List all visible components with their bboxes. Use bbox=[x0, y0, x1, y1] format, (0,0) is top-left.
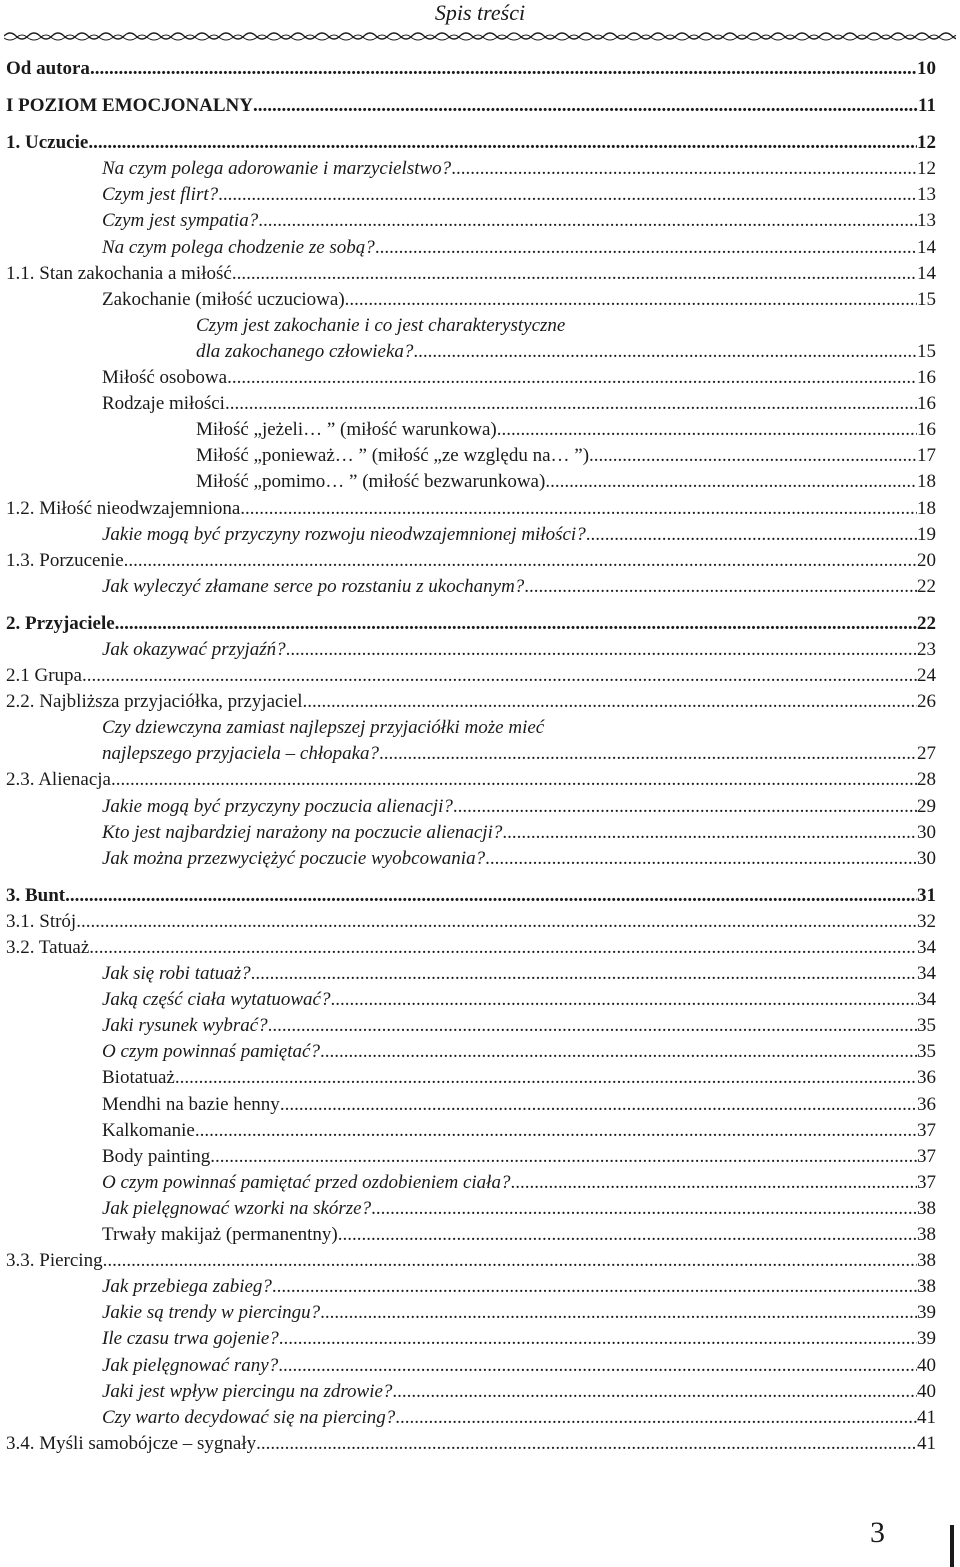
toc-entry bbox=[6, 182, 936, 208]
toc-entry bbox=[6, 365, 936, 391]
toc-entry-page: 22 bbox=[917, 575, 936, 597]
toc-dot-leader bbox=[330, 987, 917, 1013]
toc-entry-label: 3. Bunt bbox=[6, 884, 66, 906]
toc-entry-label: Czy warto decydować się na piercing? bbox=[102, 1406, 396, 1428]
toc-dot-leader bbox=[502, 820, 917, 846]
toc-entry bbox=[6, 443, 936, 469]
toc-entry-page: 23 bbox=[917, 638, 936, 660]
toc-entry bbox=[6, 1300, 936, 1326]
toc-entry-label: Na czym polega adorowanie i marzycielstwo? bbox=[102, 158, 452, 180]
toc-dot-leader bbox=[251, 961, 917, 987]
toc-entry bbox=[6, 261, 936, 287]
toc-entry-page: 30 bbox=[917, 821, 936, 843]
toc-entry-page: 38 bbox=[917, 1197, 936, 1219]
toc-entry-label: 3.4. Myśli samobójcze – sygnały bbox=[6, 1432, 257, 1454]
toc-entry bbox=[6, 235, 936, 261]
toc-entry bbox=[6, 548, 936, 574]
toc-entry bbox=[6, 287, 936, 313]
toc-entry-page: 22 bbox=[917, 612, 936, 634]
toc-dot-leader bbox=[320, 1300, 917, 1326]
toc-dot-leader bbox=[218, 182, 917, 208]
toc-entry-label: 2. Przyjaciele bbox=[6, 612, 115, 634]
toc-entry-page: 12 bbox=[917, 132, 936, 154]
toc-entry bbox=[6, 611, 936, 637]
toc-entry-page: 18 bbox=[917, 497, 936, 519]
toc-entry bbox=[6, 1013, 936, 1039]
toc-entry bbox=[6, 1065, 936, 1091]
toc-entry bbox=[6, 1274, 936, 1300]
toc-entry-label: Trwały makijaż (permanentny) bbox=[102, 1224, 338, 1246]
toc-entry-label: Jak wyleczyć złamane serce po rozstaniu z ukochanym? bbox=[102, 575, 525, 597]
toc-entry bbox=[6, 313, 936, 339]
toc-entry-label: 3.3. Piercing bbox=[6, 1250, 103, 1272]
toc-entry-page: 34 bbox=[917, 937, 936, 958]
toc-dot-leader bbox=[279, 1326, 917, 1352]
toc-entry bbox=[6, 1196, 936, 1222]
toc-entry-label: Miłość „jeżeli… ” (miłość warunkowa) bbox=[196, 419, 497, 441]
toc-entry bbox=[6, 715, 936, 741]
toc-entry bbox=[6, 1379, 936, 1405]
toc-entry bbox=[6, 208, 936, 234]
toc-entry-page: 35 bbox=[917, 1015, 936, 1037]
toc-dot-leader bbox=[510, 1170, 917, 1196]
toc-entry bbox=[6, 1039, 936, 1065]
toc-entry-label: Na czym polega chodzenie ze sobą? bbox=[102, 236, 375, 258]
toc-dot-leader bbox=[286, 637, 917, 663]
toc-entry-page: 36 bbox=[917, 1067, 936, 1089]
toc-dot-leader bbox=[586, 522, 917, 548]
toc-entry-label: Czy dziewczyna zamiast najlepszej przyjaciółki może mieć bbox=[102, 717, 545, 739]
toc-dot-leader bbox=[111, 767, 917, 793]
toc-dot-leader bbox=[88, 130, 917, 156]
toc-dot-leader bbox=[589, 443, 917, 469]
toc-entry bbox=[6, 156, 936, 182]
toc-entry bbox=[6, 1118, 936, 1144]
toc-dot-leader bbox=[413, 339, 917, 365]
toc-dot-leader bbox=[453, 794, 917, 820]
toc-dot-leader bbox=[395, 1405, 917, 1431]
toc-entry-label: najlepszego przyjaciela – chłopaka? bbox=[102, 743, 380, 765]
toc-entry-page: 15 bbox=[917, 288, 936, 310]
toc-entry bbox=[6, 496, 936, 522]
toc-entry bbox=[6, 1248, 936, 1274]
toc-entry-label: dla zakochanego człowieka? bbox=[196, 340, 414, 362]
toc-entry-label: 1. Uczucie bbox=[6, 132, 89, 154]
toc-entry-label: Czym jest zakochanie i co jest charakterystyczne bbox=[196, 314, 566, 336]
toc-entry-page: 39 bbox=[917, 1328, 936, 1350]
toc-entry-page: 35 bbox=[917, 1041, 936, 1063]
wavy-rule-ornament bbox=[4, 28, 956, 44]
toc-dot-leader bbox=[227, 365, 917, 391]
toc-entry bbox=[6, 767, 936, 793]
toc-entry-page: 32 bbox=[917, 910, 936, 932]
toc-entry-label: 3.2. Tatuaż bbox=[6, 937, 90, 958]
toc-entry-page: 36 bbox=[917, 1093, 936, 1115]
toc-dot-leader bbox=[272, 1274, 917, 1300]
toc-dot-leader bbox=[545, 469, 917, 495]
toc-entry-page: 34 bbox=[917, 989, 936, 1011]
toc-entry bbox=[6, 417, 936, 443]
toc-entry-label: Rodzaje miłości bbox=[102, 393, 225, 415]
toc-entry bbox=[6, 469, 936, 495]
toc-entry-label: Czym jest sympatia? bbox=[102, 210, 259, 232]
toc-entry bbox=[6, 741, 936, 767]
toc-entry-page: 16 bbox=[917, 419, 936, 441]
page-title: Spis treści bbox=[434, 0, 526, 25]
toc-entry-label: 1.1. Stan zakochania a miłość bbox=[6, 262, 232, 284]
toc-entry bbox=[6, 1353, 936, 1379]
toc-entry-page: 28 bbox=[917, 769, 936, 791]
toc-entry-label: Od autora bbox=[6, 58, 90, 79]
toc-dot-leader bbox=[256, 1431, 917, 1457]
toc-dot-leader bbox=[497, 417, 917, 443]
toc-entry bbox=[6, 820, 936, 846]
toc-entry bbox=[6, 846, 936, 872]
toc-dot-leader bbox=[524, 574, 917, 600]
toc-dot-leader bbox=[90, 56, 917, 82]
toc-entry-page: 29 bbox=[917, 795, 936, 817]
toc-entry-page: 40 bbox=[917, 1354, 936, 1376]
toc-entry-page: 16 bbox=[917, 367, 936, 389]
toc-entry bbox=[6, 961, 936, 987]
toc-entry-label: Jaką część ciała wytatuować? bbox=[102, 989, 331, 1011]
toc-dot-leader bbox=[115, 611, 917, 637]
toc-entry-page: 38 bbox=[917, 1250, 936, 1272]
toc-dot-leader bbox=[338, 1222, 917, 1248]
toc-entry-label: Jakie mogą być przyczyny rozwoju nieodwzajemnionej miłości? bbox=[102, 523, 586, 545]
toc-dot-leader bbox=[345, 287, 917, 313]
toc-entry bbox=[6, 1405, 936, 1431]
toc-entry bbox=[6, 1092, 936, 1118]
toc-entry-page: 34 bbox=[917, 963, 936, 985]
toc-dot-leader bbox=[280, 1092, 917, 1118]
toc-entry-page: 41 bbox=[917, 1432, 936, 1454]
toc-dot-leader bbox=[175, 1065, 917, 1091]
toc-dot-leader bbox=[371, 1196, 917, 1222]
toc-dot-leader bbox=[82, 663, 917, 689]
toc-entry-label: Jaki jest wpływ piercingu na zdrowie? bbox=[102, 1380, 393, 1402]
toc-dot-leader bbox=[302, 689, 917, 715]
toc-dot-leader bbox=[268, 1013, 917, 1039]
toc-dot-leader bbox=[379, 741, 917, 767]
toc-entry-label: Kalkomanie bbox=[102, 1119, 195, 1141]
toc-dot-leader bbox=[258, 208, 917, 234]
toc-entry bbox=[6, 1144, 936, 1170]
toc-entry-label: Biotatuaż bbox=[102, 1067, 175, 1089]
toc-entry-label: Body painting bbox=[102, 1145, 211, 1167]
toc-entry-label: Jak można przezwyciężyć poczucie wyobcowania? bbox=[102, 847, 486, 869]
toc-dot-leader bbox=[210, 1144, 917, 1170]
toc-entry-label: Jakie mogą być przyczyny poczucia alienacji? bbox=[102, 795, 453, 817]
toc-entry-page: 41 bbox=[917, 1406, 936, 1428]
toc-entry bbox=[6, 391, 936, 417]
toc-dot-leader bbox=[240, 496, 917, 522]
toc-entry-label: 1.2. Miłość nieodwzajemniona bbox=[6, 497, 241, 519]
toc-entry bbox=[6, 1222, 936, 1248]
toc-entry bbox=[6, 1170, 936, 1196]
toc-entry-page: 38 bbox=[917, 1276, 936, 1298]
toc-entry-label: Jak przebiega zabieg? bbox=[102, 1276, 272, 1298]
toc-entry-label: Jakie są trendy w piercingu? bbox=[102, 1302, 321, 1324]
toc-entry bbox=[6, 1431, 936, 1457]
toc-entry bbox=[6, 1326, 936, 1352]
toc-entry-label: O czym powinnaś pamiętać przed ozdobieniem ciała? bbox=[102, 1171, 511, 1193]
toc-dot-leader bbox=[124, 548, 917, 574]
toc-entry-page: 13 bbox=[917, 210, 936, 232]
toc-entry-page: 18 bbox=[917, 471, 936, 493]
toc-dot-leader bbox=[392, 1379, 917, 1405]
toc-entry bbox=[6, 522, 936, 548]
toc-entry-page: 11 bbox=[918, 95, 936, 117]
toc-dot-leader bbox=[232, 261, 917, 287]
toc-entry bbox=[6, 637, 936, 663]
toc-entry bbox=[6, 56, 936, 82]
toc-entry-page: 31 bbox=[917, 884, 936, 906]
toc-entry bbox=[6, 663, 936, 689]
toc-entry-label: Jak pielęgnować wzorki na skórze? bbox=[102, 1197, 372, 1219]
toc-entry bbox=[6, 935, 936, 961]
toc-entry-label: Miłość „ponieważ… ” (miłość „ze względu na… ”) bbox=[196, 445, 590, 467]
toc-dot-leader bbox=[89, 935, 917, 961]
toc-dot-leader bbox=[375, 235, 917, 261]
toc-entry-label: 3.1. Strój bbox=[6, 910, 77, 932]
toc-entry-label: Jak okazywać przyjaźń? bbox=[102, 638, 286, 660]
toc-dot-leader bbox=[451, 156, 917, 182]
page-edge-rule bbox=[950, 1525, 954, 1567]
toc-entry bbox=[6, 339, 936, 365]
toc-entry-label: O czym powinnaś pamiętać? bbox=[102, 1041, 320, 1063]
page-number: 3 bbox=[870, 1516, 885, 1549]
toc-dot-leader bbox=[76, 909, 917, 935]
toc-entry-label: Jaki rysunek wybrać? bbox=[102, 1015, 268, 1037]
toc-entry-page: 37 bbox=[917, 1145, 936, 1167]
toc-dot-leader bbox=[485, 846, 917, 872]
toc-entry-label: I POZIOM EMOCJONALNY bbox=[6, 95, 253, 117]
toc-entry bbox=[6, 794, 936, 820]
toc-entry-label: Czym jest flirt? bbox=[102, 184, 219, 206]
toc-entry-page: 38 bbox=[917, 1224, 936, 1246]
toc-entry-page: 17 bbox=[917, 445, 936, 467]
toc-entry-page: 13 bbox=[917, 184, 936, 206]
toc-entry bbox=[6, 909, 936, 935]
toc-entry-page: 12 bbox=[917, 158, 936, 180]
toc-entry-page: 14 bbox=[917, 262, 936, 284]
toc-entry bbox=[6, 883, 936, 909]
toc-entry-page: 37 bbox=[917, 1119, 936, 1141]
toc-entry bbox=[6, 689, 936, 715]
toc-entry-page: 26 bbox=[917, 691, 936, 713]
toc-entry-label: Jak pielęgnować rany? bbox=[102, 1354, 279, 1376]
toc-entry-label: Zakochanie (miłość uczuciowa) bbox=[102, 288, 345, 310]
toc-entry-page: 14 bbox=[917, 236, 936, 258]
toc-entry-label: 2.3. Alienacja bbox=[6, 769, 111, 791]
toc-entry-label: 1.3. Porzucenie bbox=[6, 549, 124, 571]
toc-entry-page: 19 bbox=[917, 523, 936, 545]
toc-entry-page: 40 bbox=[917, 1380, 936, 1402]
toc-entry-label: Kto jest najbardziej narażony na poczucie alienacji? bbox=[102, 821, 503, 843]
toc-entry bbox=[6, 574, 936, 600]
toc-entry-page: 30 bbox=[917, 847, 936, 869]
toc-entry-page: 39 bbox=[917, 1302, 936, 1324]
toc-dot-leader bbox=[65, 883, 917, 909]
toc-dot-leader bbox=[278, 1353, 917, 1379]
toc-entry-label: 2.1 Grupa bbox=[6, 665, 82, 687]
toc-entry-label: Miłość „pomimo… ” (miłość bezwarunkowa) bbox=[196, 471, 546, 493]
toc-dot-leader bbox=[103, 1248, 917, 1274]
toc-entry-page: 24 bbox=[917, 665, 936, 687]
toc-entry-page: 16 bbox=[917, 393, 936, 415]
toc-entry-label: Mendhi na bazie henny bbox=[102, 1093, 280, 1115]
toc-entry-page: 10 bbox=[917, 58, 936, 79]
toc-entry-page: 37 bbox=[917, 1171, 936, 1193]
toc-dot-leader bbox=[320, 1039, 917, 1065]
toc-dot-leader bbox=[195, 1118, 917, 1144]
toc-entry bbox=[6, 93, 936, 119]
toc-entry-page: 20 bbox=[917, 549, 936, 571]
toc-entry-label: Ile czasu trwa gojenie? bbox=[102, 1328, 279, 1350]
toc-entry-label: Jak się robi tatuaż? bbox=[102, 963, 251, 985]
toc-entry-label: Miłość osobowa bbox=[102, 367, 228, 389]
toc-entry-page: 27 bbox=[917, 743, 936, 765]
toc-entry-page: 15 bbox=[917, 340, 936, 362]
toc-entry bbox=[6, 130, 936, 156]
toc-entry bbox=[6, 987, 936, 1013]
toc-dot-leader bbox=[253, 93, 918, 119]
toc-entry-label: 2.2. Najbliższa przyjaciółka, przyjaciel bbox=[6, 691, 303, 713]
toc-dot-leader bbox=[225, 391, 917, 417]
table-of-contents bbox=[6, 56, 936, 1457]
